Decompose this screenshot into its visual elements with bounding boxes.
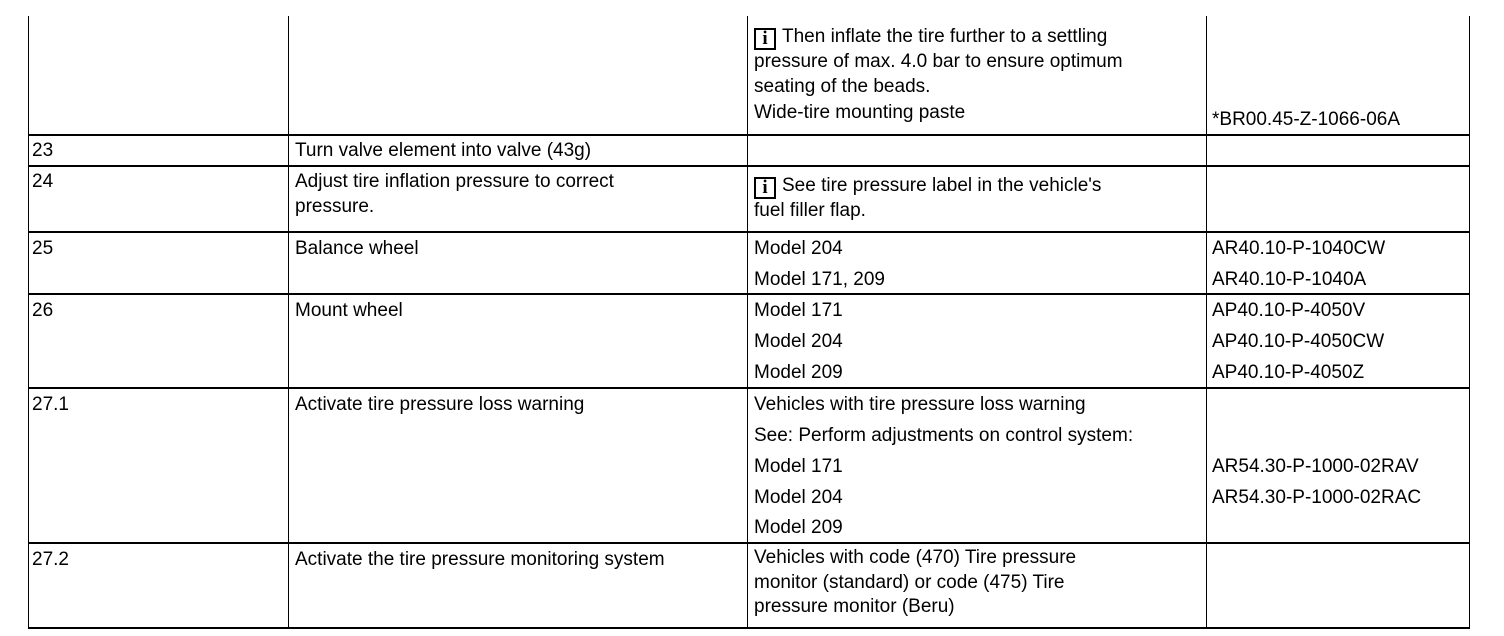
ref-cell [1206,295,1470,387]
table-row [28,167,1470,233]
step-number: 25 [32,238,54,259]
step-cell [28,233,288,293]
item-text: Model 204 [754,238,843,259]
ref-cell [1206,233,1470,293]
reference-code: AP40.10-P-4050CW [1212,331,1385,352]
operation-line: pressure. [295,195,375,217]
note-cell [747,136,1206,165]
table-row [28,544,1470,629]
item-text: Model 209 [754,362,843,383]
reference-code: AR54.30-P-1000-02RAV [1212,456,1419,477]
step-number: 24 [32,171,54,192]
note-line: Then inflate the tire further to a settling [782,26,1108,47]
step-number: 27.1 [32,394,69,415]
info-note [754,16,1202,99]
step-cell [28,136,288,165]
note-line: fuel filler flap. [754,200,866,221]
operation-cell [288,389,747,542]
ref-cell [1206,544,1470,627]
step-cell [28,295,288,387]
note-cell [747,233,1206,293]
reference-code [1212,420,1465,451]
note-cell [747,167,1206,231]
item-text: Model 204 [754,487,843,508]
operation-cell [288,167,747,231]
operation-text [295,167,743,219]
operation-text: Activate the tire pressure monitoring system [295,549,665,570]
ref-cell [1206,136,1470,165]
reference-code [1212,389,1465,420]
operation-text: Turn valve element into valve (43g) [295,140,592,161]
table-row [28,136,1470,167]
operation-line: Adjust tire inflation pressure to correct [295,171,614,192]
description-line: monitor (standard) or code (475) Tire [754,571,1065,593]
note-line: seating of the beads. [754,75,931,97]
description [754,544,1202,620]
procedure-table [28,16,1470,629]
item-text: Wide-tire mounting paste [754,102,966,123]
step-number: 26 [32,300,54,321]
item-text: Model 204 [754,331,843,352]
item-text: Model 171 [754,456,843,477]
table-row [28,233,1470,295]
item-text: Model 209 [754,517,843,538]
step-cell [28,544,288,627]
operation-cell [288,233,747,293]
step-number: 23 [32,140,54,161]
table-row [28,389,1470,544]
table-row [28,295,1470,389]
operation-cell [288,16,747,134]
reference-code: AR40.10-P-1040CW [1212,238,1386,259]
operation-cell [288,136,747,165]
operation-text: Balance wheel [295,238,419,259]
ref-cell [1206,167,1470,231]
note-line: pressure of max. 4.0 bar to ensure optimum [754,51,1123,72]
item-text: Model 171, 209 [754,269,885,290]
reference-code: *BR00.45-Z-1066-06A [1212,109,1400,130]
description-line: pressure monitor (Beru) [754,596,955,617]
step-cell [28,167,288,231]
note-cell [747,16,1206,134]
step-cell [28,16,288,134]
reference-code [1212,513,1465,542]
item-text: Vehicles with tire pressure loss warning [754,394,1086,415]
note-cell [747,544,1206,627]
reference-code: AP40.10-P-4050V [1212,300,1366,321]
operation-text: Activate tire pressure loss warning [295,394,585,415]
item-text: Model 171 [754,300,843,321]
description-line: Vehicles with code (470) Tire pressure [754,547,1077,568]
reference-code: AR54.30-P-1000-02RAC [1212,487,1422,508]
reference-code: AP40.10-P-4050Z [1212,362,1365,383]
note-line: See tire pressure label in the vehicle's [782,175,1102,196]
reference-code: AR40.10-P-1040A [1212,269,1367,290]
note-cell [747,389,1206,542]
ref-cell [1206,389,1470,542]
info-icon: i [754,177,776,199]
step-number: 27.2 [32,549,69,570]
operation-cell [288,544,747,627]
info-icon: i [754,28,776,50]
operation-text: Mount wheel [295,300,403,321]
item-text: See: Perform adjustments on control system: [754,425,1134,446]
step-cell [28,389,288,542]
ref-cell [1206,16,1470,134]
operation-cell [288,295,747,387]
table-row [28,16,1470,136]
info-note [754,167,1202,224]
note-cell [747,295,1206,387]
